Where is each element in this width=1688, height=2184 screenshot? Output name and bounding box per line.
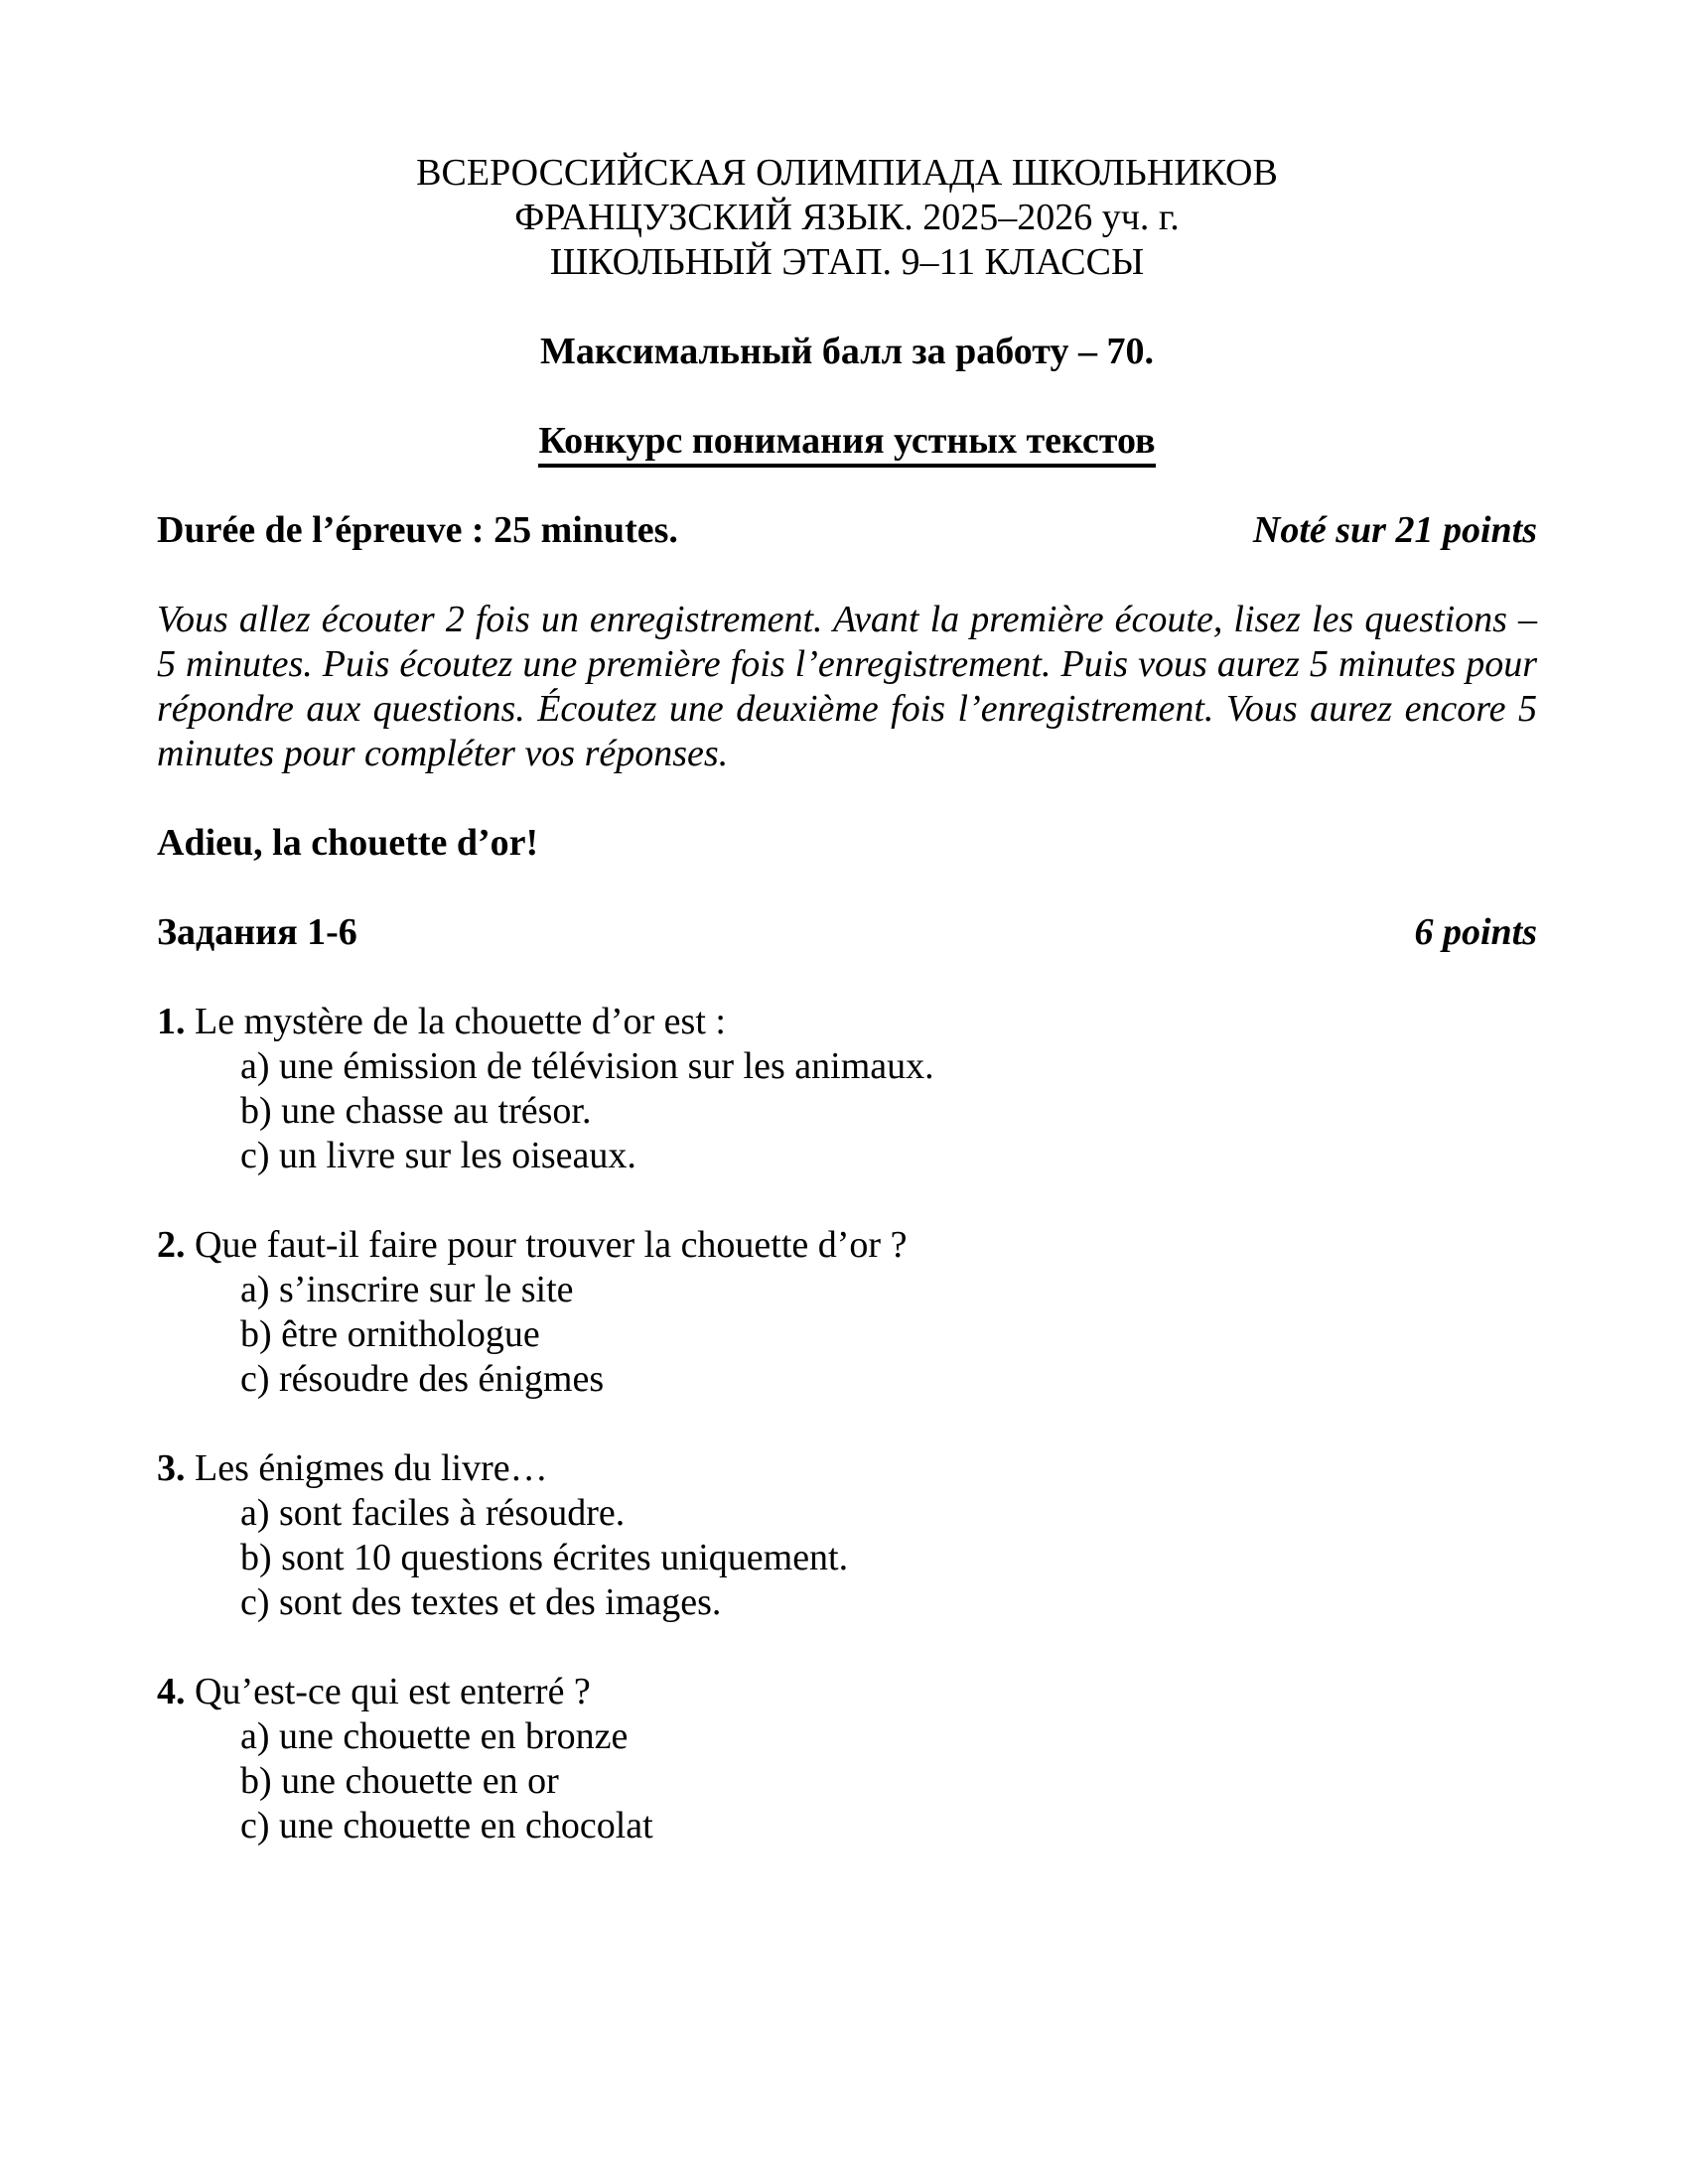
- question-2-title: [157, 1223, 1537, 1268]
- question-1-text: Le mystère de la chouette d’or est :: [195, 1001, 726, 1042]
- question-4-title: [157, 1670, 1537, 1714]
- tasks-points: 6 points: [1414, 911, 1537, 953]
- tasks-label: Задания 1-6: [157, 911, 357, 953]
- question-1-title: [157, 1000, 1537, 1044]
- question-4: [157, 1670, 1537, 1848]
- header-line-olympiad: ВСЕРОССИЙСКАЯ ОЛИМПИАДА ШКОЛЬНИКОВ: [416, 152, 1278, 194]
- score-note: Noté sur 21 points: [1252, 509, 1537, 551]
- question-4-text: Qu’est-ce qui est enterré ?: [195, 1671, 591, 1712]
- question-1-option-a: a) une émission de télévision sur les animaux.: [240, 1045, 934, 1087]
- question-3-text: Les énigmes du livre…: [195, 1447, 548, 1489]
- question-1-number: 1.: [157, 1001, 186, 1042]
- question-3-option-b: b) sont 10 questions écrites uniquement.: [240, 1537, 849, 1578]
- question-1-option-b: b) une chasse au trésor.: [240, 1090, 592, 1132]
- duration-label: Durée de l’épreuve : 25 minutes.: [157, 509, 678, 551]
- question-2-option-a: a) s’inscrire sur le site: [240, 1269, 574, 1310]
- audio-title: Adieu, la chouette d’or!: [157, 822, 539, 864]
- section-title-row: [157, 419, 1537, 464]
- question-2: [157, 1223, 1537, 1402]
- question-3-option-c: c) sont des textes et des images.: [240, 1581, 722, 1623]
- question-3-option-a: a) sont faciles à résoudre.: [240, 1492, 626, 1534]
- question-2-number: 2.: [157, 1224, 186, 1266]
- question-4-option-c: c) une chouette en chocolat: [240, 1805, 653, 1846]
- question-4-option-a: a) une chouette en bronze: [240, 1715, 629, 1757]
- question-2-option-c: c) résoudre des énigmes: [240, 1358, 605, 1400]
- question-1: [157, 1000, 1537, 1178]
- header-line-subject-year: ФРАНЦУЗСКИЙ ЯЗЫК. 2025–2026 уч. г.: [514, 197, 1180, 238]
- question-2-text: Que faut-il faire pour trouver la chouette d’or ?: [195, 1224, 908, 1266]
- question-2-option-b: b) être ornithologue: [240, 1313, 540, 1355]
- tasks-row: [157, 910, 1537, 955]
- section-title: Конкурс понимания устных текстов: [538, 420, 1155, 468]
- question-4-option-b: b) une chouette en or: [240, 1760, 559, 1802]
- document-header: [157, 151, 1537, 285]
- question-1-option-c: c) un livre sur les oiseaux.: [240, 1135, 636, 1176]
- question-3-number: 3.: [157, 1447, 186, 1489]
- question-3: [157, 1446, 1537, 1625]
- header-line-stage-grades: ШКОЛЬНЫЙ ЭТАП. 9–11 КЛАССЫ: [549, 241, 1145, 283]
- max-score-line: Максимальный балл за работу – 70.: [540, 331, 1154, 372]
- question-4-number: 4.: [157, 1671, 186, 1712]
- instructions-paragraph: Vous allez écouter 2 fois un enregistrement. Avant la première écoute, lisez les questions – 5 minutes. Puis écoutez une première fois l’enregistrement. Puis vous aurez 5 minutes pour répondre aux questions. Écoutez une deuxième fois l’enregistrement. Vous aurez encore 5 minutes pour compléter vos réponses.: [157, 599, 1537, 774]
- question-3-title: [157, 1446, 1537, 1491]
- duration-row: [157, 508, 1537, 553]
